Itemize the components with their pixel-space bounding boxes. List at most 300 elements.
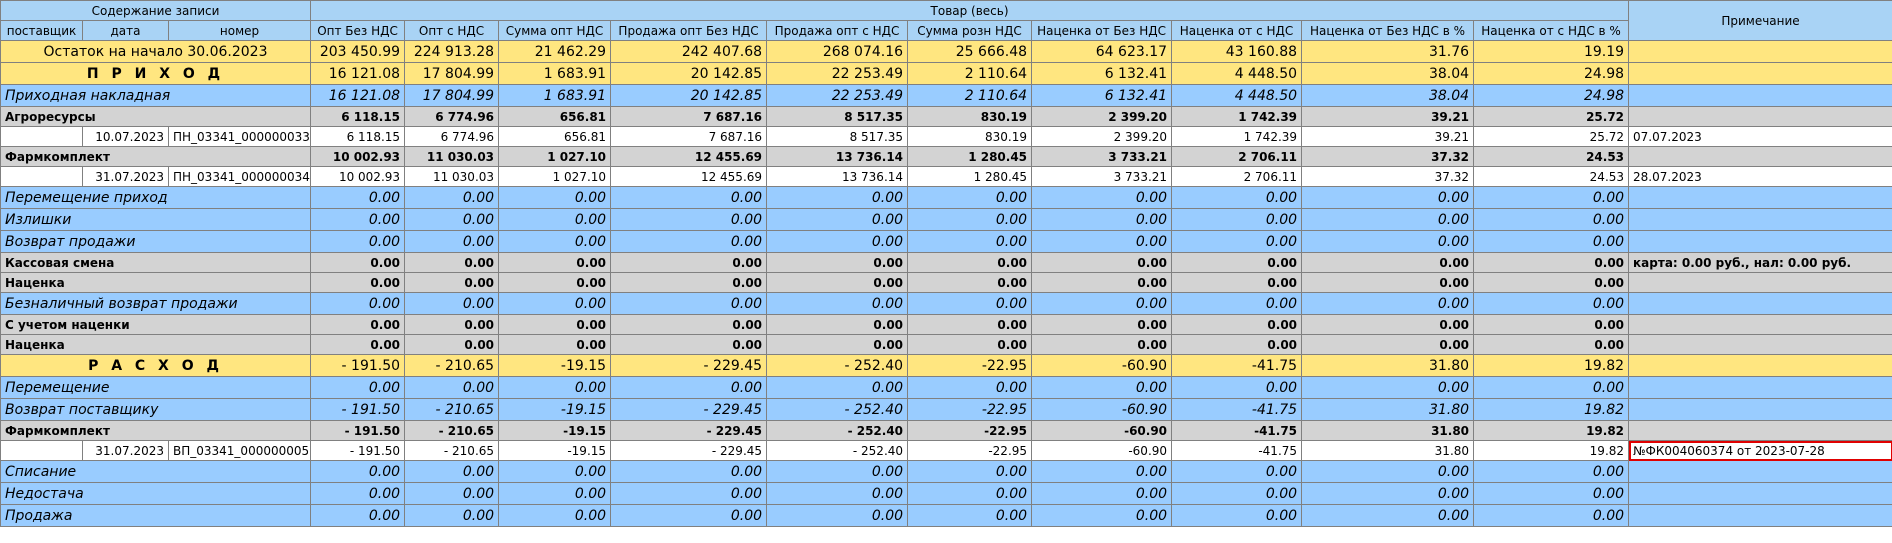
note-cell[interactable] [1629, 209, 1892, 231]
value-cell: 0.00 [1474, 505, 1629, 527]
value-cell: - 252.40 [767, 355, 908, 377]
note-cell[interactable] [1629, 399, 1892, 421]
value-cell: 2 399.20 [1032, 127, 1172, 147]
value-cell: 0.00 [1172, 335, 1302, 355]
value-cell: - 252.40 [767, 441, 908, 461]
report-body [1, 41, 1892, 527]
value-cell: 0.00 [767, 273, 908, 293]
group-record-header: Содержание записи [1, 1, 311, 21]
value-cell: 0.00 [611, 209, 767, 231]
value-cell: 6 774.96 [405, 127, 499, 147]
cell-date[interactable]: 10.07.2023 [83, 127, 169, 147]
value-cell: 0.00 [499, 293, 611, 315]
value-cell: 2 399.20 [1032, 107, 1172, 127]
value-cell: 1 027.10 [499, 167, 611, 187]
cell-date[interactable]: 31.07.2023 [83, 441, 169, 461]
value-cell: 6 132.41 [1032, 63, 1172, 85]
table-row[interactable] [1, 399, 1892, 421]
table-row[interactable] [1, 253, 1892, 273]
value-cell: 0.00 [405, 483, 499, 505]
value-cell: 24.98 [1474, 63, 1629, 85]
value-cell: 0.00 [1032, 209, 1172, 231]
value-cell: 38.04 [1302, 85, 1474, 107]
note-cell[interactable]: 28.07.2023 [1629, 167, 1892, 187]
value-cell: -60.90 [1032, 441, 1172, 461]
value-cell: 0.00 [1302, 209, 1474, 231]
row-label: Остаток на начало 30.06.2023 [1, 41, 311, 63]
value-cell: 0.00 [1302, 483, 1474, 505]
value-cell: 0.00 [1172, 461, 1302, 483]
value-cell: 0.00 [1474, 273, 1629, 293]
value-cell: 7 687.16 [611, 127, 767, 147]
table-row[interactable] [1, 231, 1892, 253]
value-cell: 25 666.48 [908, 41, 1032, 63]
value-cell: 0.00 [1172, 209, 1302, 231]
value-cell: 0.00 [499, 253, 611, 273]
value-cell: -19.15 [499, 399, 611, 421]
value-cell: 3 733.21 [1032, 167, 1172, 187]
value-cell: 0.00 [1302, 293, 1474, 315]
value-cell: 6 132.41 [1032, 85, 1172, 107]
value-cell: 0.00 [908, 209, 1032, 231]
value-cell: 12 455.69 [611, 167, 767, 187]
value-cell: 0.00 [1474, 293, 1629, 315]
value-cell: 0.00 [405, 253, 499, 273]
note-cell[interactable] [1629, 505, 1892, 527]
value-cell: - 191.50 [311, 421, 405, 441]
value-cell: 0.00 [311, 335, 405, 355]
cell-number[interactable]: ВП_03341_000000005 [169, 441, 311, 461]
value-cell: - 210.65 [405, 355, 499, 377]
value-cell: 21 462.29 [499, 41, 611, 63]
value-cell: 19.82 [1474, 355, 1629, 377]
value-cell: 19.82 [1474, 441, 1629, 461]
column-header-retail-vat-sum[interactable]: Сумма розн НДС [908, 21, 1032, 41]
value-cell: -22.95 [908, 399, 1032, 421]
column-header-sale-opt-vat[interactable]: Продажа опт с НДС [767, 21, 908, 41]
value-cell: 0.00 [311, 209, 405, 231]
value-cell: 0.00 [1474, 231, 1629, 253]
table-row[interactable] [1, 421, 1892, 441]
value-cell: 0.00 [405, 505, 499, 527]
cell-supplier [1, 167, 83, 187]
row-label: Недостача [1, 483, 311, 505]
value-cell: 224 913.28 [405, 41, 499, 63]
value-cell: 4 448.50 [1172, 85, 1302, 107]
header-column-row [1, 21, 1892, 41]
value-cell: - 210.65 [405, 399, 499, 421]
value-cell: 0.00 [908, 315, 1032, 335]
value-cell: 0.00 [1172, 293, 1302, 315]
table-row[interactable] [1, 107, 1892, 127]
table-row[interactable] [1, 441, 1892, 461]
value-cell: 0.00 [767, 253, 908, 273]
value-cell: 13 736.14 [767, 147, 908, 167]
value-cell: 19.82 [1474, 421, 1629, 441]
column-header-opt-vat[interactable]: Опт с НДС [405, 21, 499, 41]
value-cell: 31.80 [1302, 399, 1474, 421]
note-cell[interactable] [1629, 85, 1892, 107]
value-cell: 0.00 [1172, 187, 1302, 209]
value-cell: 0.00 [767, 335, 908, 355]
header-group-row [1, 1, 1892, 21]
table-row[interactable] [1, 293, 1892, 315]
value-cell: 0.00 [1302, 505, 1474, 527]
value-cell: - 210.65 [405, 441, 499, 461]
value-cell: 17 804.99 [405, 85, 499, 107]
value-cell: 0.00 [499, 335, 611, 355]
value-cell: 1 027.10 [499, 147, 611, 167]
column-header-markup-no-vat[interactable]: Наценка от Без НДС [1032, 21, 1172, 41]
value-cell: 0.00 [1172, 483, 1302, 505]
value-cell: 24.98 [1474, 85, 1629, 107]
cell-supplier [1, 127, 83, 147]
value-cell: - 229.45 [611, 355, 767, 377]
value-cell: 1 280.45 [908, 167, 1032, 187]
value-cell: 0.00 [1474, 253, 1629, 273]
row-label: Безналичный возврат продажи [1, 293, 311, 315]
value-cell: 24.53 [1474, 167, 1629, 187]
value-cell: 0.00 [405, 335, 499, 355]
table-row[interactable] [1, 187, 1892, 209]
value-cell: 0.00 [611, 483, 767, 505]
value-cell: 0.00 [499, 231, 611, 253]
note-cell[interactable] [1629, 187, 1892, 209]
value-cell: -60.90 [1032, 421, 1172, 441]
row-label: Приходная накладная [1, 85, 311, 107]
value-cell: 0.00 [311, 461, 405, 483]
value-cell: 0.00 [1032, 335, 1172, 355]
value-cell: 830.19 [908, 107, 1032, 127]
cell-supplier [1, 441, 83, 461]
value-cell: -19.15 [499, 355, 611, 377]
value-cell: 0.00 [908, 273, 1032, 293]
note-cell[interactable] [1629, 107, 1892, 127]
value-cell: 0.00 [311, 293, 405, 315]
value-cell: 0.00 [311, 253, 405, 273]
value-cell: 0.00 [908, 253, 1032, 273]
value-cell: 0.00 [1474, 315, 1629, 335]
table-row[interactable] [1, 377, 1892, 399]
value-cell: -41.75 [1172, 441, 1302, 461]
column-header-sale-opt-no-vat[interactable]: Продажа опт Без НДС [611, 21, 767, 41]
value-cell: -41.75 [1172, 421, 1302, 441]
value-cell: 0.00 [1172, 505, 1302, 527]
table-row[interactable] [1, 355, 1892, 377]
note-cell-highlighted[interactable]: №ФК004060374 от 2023-07-28 [1629, 441, 1892, 461]
value-cell: 20 142.85 [611, 63, 767, 85]
value-cell: 0.00 [908, 187, 1032, 209]
value-cell: 203 450.99 [311, 41, 405, 63]
note-cell[interactable] [1629, 461, 1892, 483]
value-cell: 0.00 [499, 505, 611, 527]
value-cell: 0.00 [1032, 293, 1172, 315]
value-cell: 1 683.91 [499, 63, 611, 85]
table-row[interactable] [1, 505, 1892, 527]
note-cell[interactable] [1629, 315, 1892, 335]
value-cell: 3 733.21 [1032, 147, 1172, 167]
value-cell: - 229.45 [611, 399, 767, 421]
value-cell: 1 742.39 [1172, 107, 1302, 127]
row-label: П Р И Х О Д [1, 63, 311, 85]
group-note-header: Примечание [1629, 1, 1892, 41]
value-cell: 0.00 [1172, 377, 1302, 399]
value-cell: 0.00 [767, 461, 908, 483]
value-cell: -19.15 [499, 421, 611, 441]
value-cell: - 191.50 [311, 441, 405, 461]
table-row[interactable] [1, 461, 1892, 483]
row-label: Излишки [1, 209, 311, 231]
value-cell: 0.00 [1032, 315, 1172, 335]
table-row[interactable] [1, 63, 1892, 85]
value-cell: 0.00 [311, 231, 405, 253]
value-cell: -41.75 [1172, 399, 1302, 421]
value-cell: 0.00 [405, 293, 499, 315]
value-cell: - 252.40 [767, 421, 908, 441]
value-cell: 11 030.03 [405, 167, 499, 187]
value-cell: 0.00 [1302, 377, 1474, 399]
value-cell: 0.00 [1474, 187, 1629, 209]
value-cell: 2 706.11 [1172, 147, 1302, 167]
value-cell: 0.00 [1032, 505, 1172, 527]
note-cell[interactable]: карта: 0.00 руб., нал: 0.00 руб. [1629, 253, 1892, 273]
value-cell: 0.00 [311, 315, 405, 335]
value-cell: 0.00 [1032, 461, 1172, 483]
value-cell: 2 706.11 [1172, 167, 1302, 187]
value-cell: 43 160.88 [1172, 41, 1302, 63]
value-cell: 31.76 [1302, 41, 1474, 63]
value-cell: 0.00 [499, 209, 611, 231]
value-cell: 0.00 [611, 231, 767, 253]
value-cell: 0.00 [908, 293, 1032, 315]
value-cell: 10 002.93 [311, 147, 405, 167]
value-cell: 0.00 [767, 293, 908, 315]
value-cell: 0.00 [1032, 273, 1172, 293]
value-cell: 0.00 [1172, 273, 1302, 293]
value-cell: 10 002.93 [311, 167, 405, 187]
cell-number[interactable]: ПН_03341_000000033 [169, 127, 311, 147]
value-cell: -41.75 [1172, 355, 1302, 377]
value-cell: 0.00 [405, 315, 499, 335]
value-cell: 22 253.49 [767, 63, 908, 85]
value-cell: 0.00 [611, 187, 767, 209]
value-cell: 0.00 [1302, 315, 1474, 335]
value-cell: 0.00 [1302, 335, 1474, 355]
value-cell: 0.00 [1302, 461, 1474, 483]
column-header-opt-no-vat[interactable]: Опт Без НДС [311, 21, 405, 41]
value-cell: 0.00 [767, 231, 908, 253]
value-cell: 0.00 [611, 293, 767, 315]
row-label: С учетом наценки [1, 315, 311, 335]
note-cell[interactable] [1629, 335, 1892, 355]
value-cell: 25.72 [1474, 127, 1629, 147]
value-cell: 0.00 [499, 461, 611, 483]
note-cell[interactable]: 07.07.2023 [1629, 127, 1892, 147]
value-cell: 19.82 [1474, 399, 1629, 421]
value-cell: - 191.50 [311, 355, 405, 377]
note-cell[interactable] [1629, 483, 1892, 505]
row-label: Наценка [1, 273, 311, 293]
table-row[interactable] [1, 147, 1892, 167]
value-cell: 0.00 [611, 505, 767, 527]
value-cell: 0.00 [1032, 253, 1172, 273]
value-cell: 17 804.99 [405, 63, 499, 85]
value-cell: 0.00 [1302, 187, 1474, 209]
value-cell: 6 118.15 [311, 127, 405, 147]
value-cell: 39.21 [1302, 127, 1474, 147]
value-cell: 0.00 [311, 187, 405, 209]
table-row[interactable] [1, 209, 1892, 231]
value-cell: 1 742.39 [1172, 127, 1302, 147]
value-cell: 0.00 [499, 483, 611, 505]
value-cell: 0.00 [1032, 483, 1172, 505]
column-header-opt-vat-sum[interactable]: Сумма опт НДС [499, 21, 611, 41]
value-cell: 0.00 [767, 187, 908, 209]
cell-number[interactable]: ПН_03341_000000034 [169, 167, 311, 187]
value-cell: 37.32 [1302, 147, 1474, 167]
group-goods-header: Товар (весь) [311, 1, 1629, 21]
note-cell[interactable] [1629, 355, 1892, 377]
value-cell: 0.00 [1032, 231, 1172, 253]
value-cell: 0.00 [1474, 335, 1629, 355]
table-row[interactable] [1, 483, 1892, 505]
value-cell: -60.90 [1032, 399, 1172, 421]
value-cell: - 191.50 [311, 399, 405, 421]
value-cell: 0.00 [1302, 273, 1474, 293]
value-cell: 0.00 [1474, 483, 1629, 505]
value-cell: 6 118.15 [311, 107, 405, 127]
value-cell: 0.00 [1172, 231, 1302, 253]
value-cell: 0.00 [311, 505, 405, 527]
value-cell: 0.00 [767, 315, 908, 335]
note-cell[interactable] [1629, 273, 1892, 293]
value-cell: 0.00 [1172, 315, 1302, 335]
value-cell: 0.00 [908, 231, 1032, 253]
row-label: Фармкомплект [1, 421, 311, 441]
value-cell: - 252.40 [767, 399, 908, 421]
value-cell: 24.53 [1474, 147, 1629, 167]
value-cell: 11 030.03 [405, 147, 499, 167]
note-cell[interactable] [1629, 41, 1892, 63]
value-cell: -22.95 [908, 355, 1032, 377]
value-cell: 0.00 [1302, 253, 1474, 273]
table-row[interactable] [1, 167, 1892, 187]
value-cell: 20 142.85 [611, 85, 767, 107]
value-cell: 0.00 [611, 253, 767, 273]
row-label: Списание [1, 461, 311, 483]
value-cell: 268 074.16 [767, 41, 908, 63]
value-cell: -60.90 [1032, 355, 1172, 377]
table-row[interactable] [1, 41, 1892, 63]
value-cell: 38.04 [1302, 63, 1474, 85]
value-cell: 8 517.35 [767, 127, 908, 147]
row-label: Возврат поставщику [1, 399, 311, 421]
value-cell: 0.00 [405, 209, 499, 231]
value-cell: 25.72 [1474, 107, 1629, 127]
value-cell: 0.00 [767, 505, 908, 527]
value-cell: 0.00 [499, 377, 611, 399]
value-cell: 0.00 [1474, 209, 1629, 231]
value-cell: 0.00 [405, 187, 499, 209]
value-cell: 0.00 [611, 377, 767, 399]
value-cell: 37.32 [1302, 167, 1474, 187]
value-cell: 0.00 [767, 483, 908, 505]
value-cell: 0.00 [1172, 253, 1302, 273]
column-header-markup-vat-pct[interactable]: Наценка от с НДС в % [1474, 21, 1629, 41]
value-cell: 7 687.16 [611, 107, 767, 127]
value-cell: -22.95 [908, 441, 1032, 461]
value-cell: 0.00 [1474, 377, 1629, 399]
note-cell[interactable] [1629, 421, 1892, 441]
table-row[interactable] [1, 85, 1892, 107]
value-cell: 8 517.35 [767, 107, 908, 127]
value-cell: 0.00 [611, 315, 767, 335]
note-cell[interactable] [1629, 377, 1892, 399]
row-label: Кассовая смена [1, 253, 311, 273]
table-row[interactable] [1, 335, 1892, 355]
note-cell[interactable] [1629, 147, 1892, 167]
row-label: Перемещение приход [1, 187, 311, 209]
value-cell: 31.80 [1302, 421, 1474, 441]
column-header-markup-no-vat-pct[interactable]: Наценка от Без НДС в % [1302, 21, 1474, 41]
value-cell: 830.19 [908, 127, 1032, 147]
value-cell: 13 736.14 [767, 167, 908, 187]
note-cell[interactable] [1629, 293, 1892, 315]
column-header-supplier[interactable]: поставщик [1, 21, 83, 41]
column-header-markup-vat[interactable]: Наценка от с НДС [1172, 21, 1302, 41]
row-label: Агроресурсы [1, 107, 311, 127]
value-cell: 2 110.64 [908, 85, 1032, 107]
row-label: Наценка [1, 335, 311, 355]
value-cell: 0.00 [405, 273, 499, 293]
value-cell: 0.00 [1302, 231, 1474, 253]
note-cell[interactable] [1629, 63, 1892, 85]
value-cell: - 210.65 [405, 421, 499, 441]
value-cell: 0.00 [1032, 187, 1172, 209]
column-header-number[interactable]: номер [169, 21, 311, 41]
value-cell: 39.21 [1302, 107, 1474, 127]
cell-date[interactable]: 31.07.2023 [83, 167, 169, 187]
value-cell: -19.15 [499, 441, 611, 461]
value-cell: 0.00 [311, 273, 405, 293]
value-cell: 0.00 [767, 377, 908, 399]
value-cell: 0.00 [908, 335, 1032, 355]
value-cell: 1 683.91 [499, 85, 611, 107]
value-cell: 0.00 [311, 483, 405, 505]
value-cell: 0.00 [1032, 377, 1172, 399]
value-cell: 0.00 [611, 273, 767, 293]
table-row[interactable] [1, 127, 1892, 147]
value-cell: 6 774.96 [405, 107, 499, 127]
value-cell: 0.00 [908, 377, 1032, 399]
value-cell: -22.95 [908, 421, 1032, 441]
table-row[interactable] [1, 273, 1892, 293]
value-cell: 0.00 [499, 315, 611, 335]
value-cell: 16 121.08 [311, 85, 405, 107]
value-cell: - 229.45 [611, 421, 767, 441]
value-cell: 0.00 [611, 461, 767, 483]
table-row[interactable] [1, 315, 1892, 335]
value-cell: 0.00 [611, 335, 767, 355]
value-cell: 0.00 [908, 461, 1032, 483]
value-cell: 22 253.49 [767, 85, 908, 107]
note-cell[interactable] [1629, 231, 1892, 253]
column-header-date[interactable]: дата [83, 21, 169, 41]
row-label: Перемещение [1, 377, 311, 399]
value-cell: 0.00 [908, 505, 1032, 527]
value-cell: 242 407.68 [611, 41, 767, 63]
value-cell: 0.00 [1474, 461, 1629, 483]
